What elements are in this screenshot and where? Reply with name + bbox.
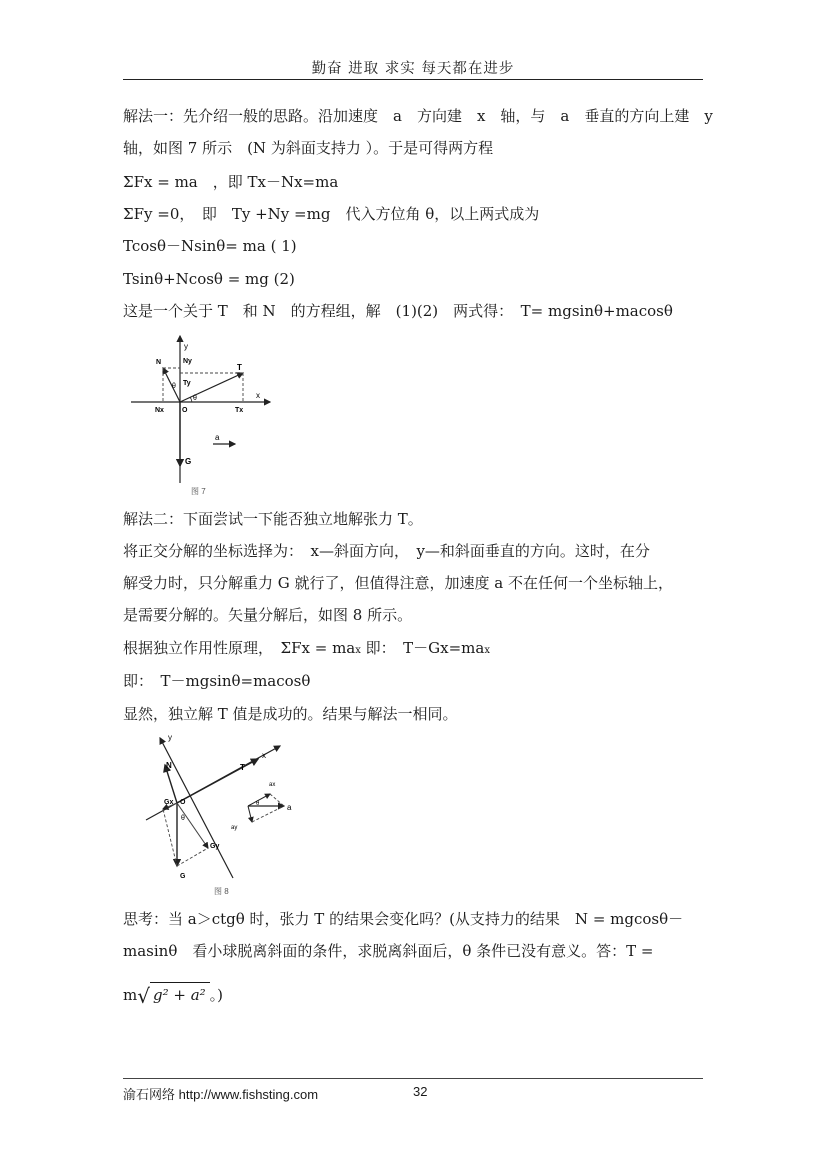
label-ax: ax (269, 782, 276, 788)
label-T: T (237, 363, 242, 372)
label-Gx: Gx (164, 799, 174, 806)
text-line: Tcosθ－Nsinθ= ma ( 1) (123, 237, 297, 255)
text-line: ΣFx = ma ，即 Tx－Nx=ma (123, 173, 339, 191)
formula-part: 即： T－Gx=ma (360, 639, 485, 657)
figure-7-caption: 图 7 (191, 487, 206, 496)
label-G: G (185, 457, 192, 466)
tension-vector (180, 373, 243, 402)
figure-8-caption: 图 8 (214, 887, 229, 896)
text-line: 解法一：先介绍一般的思路。沿加速度 a 方向建 x 轴，与 a 垂直的方向上建 y (123, 107, 713, 125)
formula-part: 。) (209, 986, 224, 1004)
page-header-motto: 勤奋 进取 求实 每天都在进步 (311, 61, 515, 77)
formula-part: 根据独立作用性原理， ΣFx = ma (123, 639, 356, 657)
label-Nx: Nx (155, 407, 164, 414)
label-Ty: Ty (183, 380, 191, 387)
label-a: a (287, 803, 292, 812)
page-number: 32 (413, 1084, 428, 1099)
label-y: y (184, 342, 188, 351)
text-line (123, 982, 223, 1006)
text-line: Tsinθ+Ncosθ = mg (2) (123, 270, 295, 288)
text-line: 即： T－mgsinθ=macosθ (123, 672, 311, 690)
label-ay: ay (231, 825, 238, 831)
label-T: T (240, 763, 245, 772)
text-line: 将正交分解的坐标选择为： x—斜面方向， y—和斜面垂直的方向。这时，在分 (123, 542, 650, 560)
footer-source: 渝石网络 http://www.fishsting.com (123, 1087, 319, 1102)
text-line: 解法二：下面尝试一下能否独立地解张力 T。 (123, 510, 423, 528)
label-theta-a: θ (256, 801, 260, 807)
text-line: 是需要分解的。矢量分解后，如图 8 所示。 (123, 606, 413, 624)
label-y: y (168, 733, 172, 742)
label-Gy: Gy (210, 843, 220, 850)
header-divider (123, 79, 703, 80)
text-line: 思考：当 a＞ctgθ 时，张力 T 的结果会变化吗？(从支持力的结果 N = mgcosθ－ (123, 910, 684, 928)
radical-sign: √ (137, 984, 150, 1008)
subscript: x (484, 645, 490, 656)
figure-7 (125, 328, 275, 500)
label-a: a (215, 433, 220, 442)
formula-part: m (123, 986, 138, 1004)
label-G: G (180, 873, 186, 880)
label-N: N (156, 359, 162, 366)
label-N: N (166, 761, 172, 770)
figure-8 (138, 728, 306, 900)
text-line: 轴，如图 7 所示 (N 为斜面支持力 ）。于是可得两方程 (123, 139, 494, 157)
text-line (123, 638, 490, 661)
label-Ny: Ny (183, 358, 192, 365)
footer-divider (123, 1078, 703, 1079)
text-line: ΣFy =0， 即 Ty +Ny =mg 代入方位角 θ，以上两式成为 (123, 205, 540, 223)
normal-vector (165, 765, 177, 803)
text-line: masinθ 看小球脱离斜面的条件，求脱离斜面后，θ 条件已没有意义。答：T = (123, 942, 654, 960)
label-x: x (262, 751, 266, 760)
label-x: x (256, 391, 260, 400)
tension-vector (177, 759, 258, 803)
y-axis (160, 738, 233, 878)
label-O: O (182, 407, 188, 414)
label-theta: θ (181, 815, 185, 822)
subscript: x (355, 645, 361, 656)
label-theta2: θ (193, 395, 197, 402)
label-Tx: Tx (235, 407, 244, 414)
text-line: 解受力时，只分解重力 G 就行了，但值得注意，加速度 a 不在任何一个坐标轴上， (123, 574, 674, 592)
text-line: 显然，独立解 T 值是成功的。结果与解法一相同。 (123, 705, 458, 723)
text-line: 这是一个关于 T 和 N 的方程组，解 (1)(2) 两式得： T= mgsinθ+macosθ (123, 302, 673, 320)
label-O: O (180, 799, 186, 806)
radical-content: g² + a² (150, 982, 210, 1005)
label-theta1: θ (172, 383, 176, 390)
